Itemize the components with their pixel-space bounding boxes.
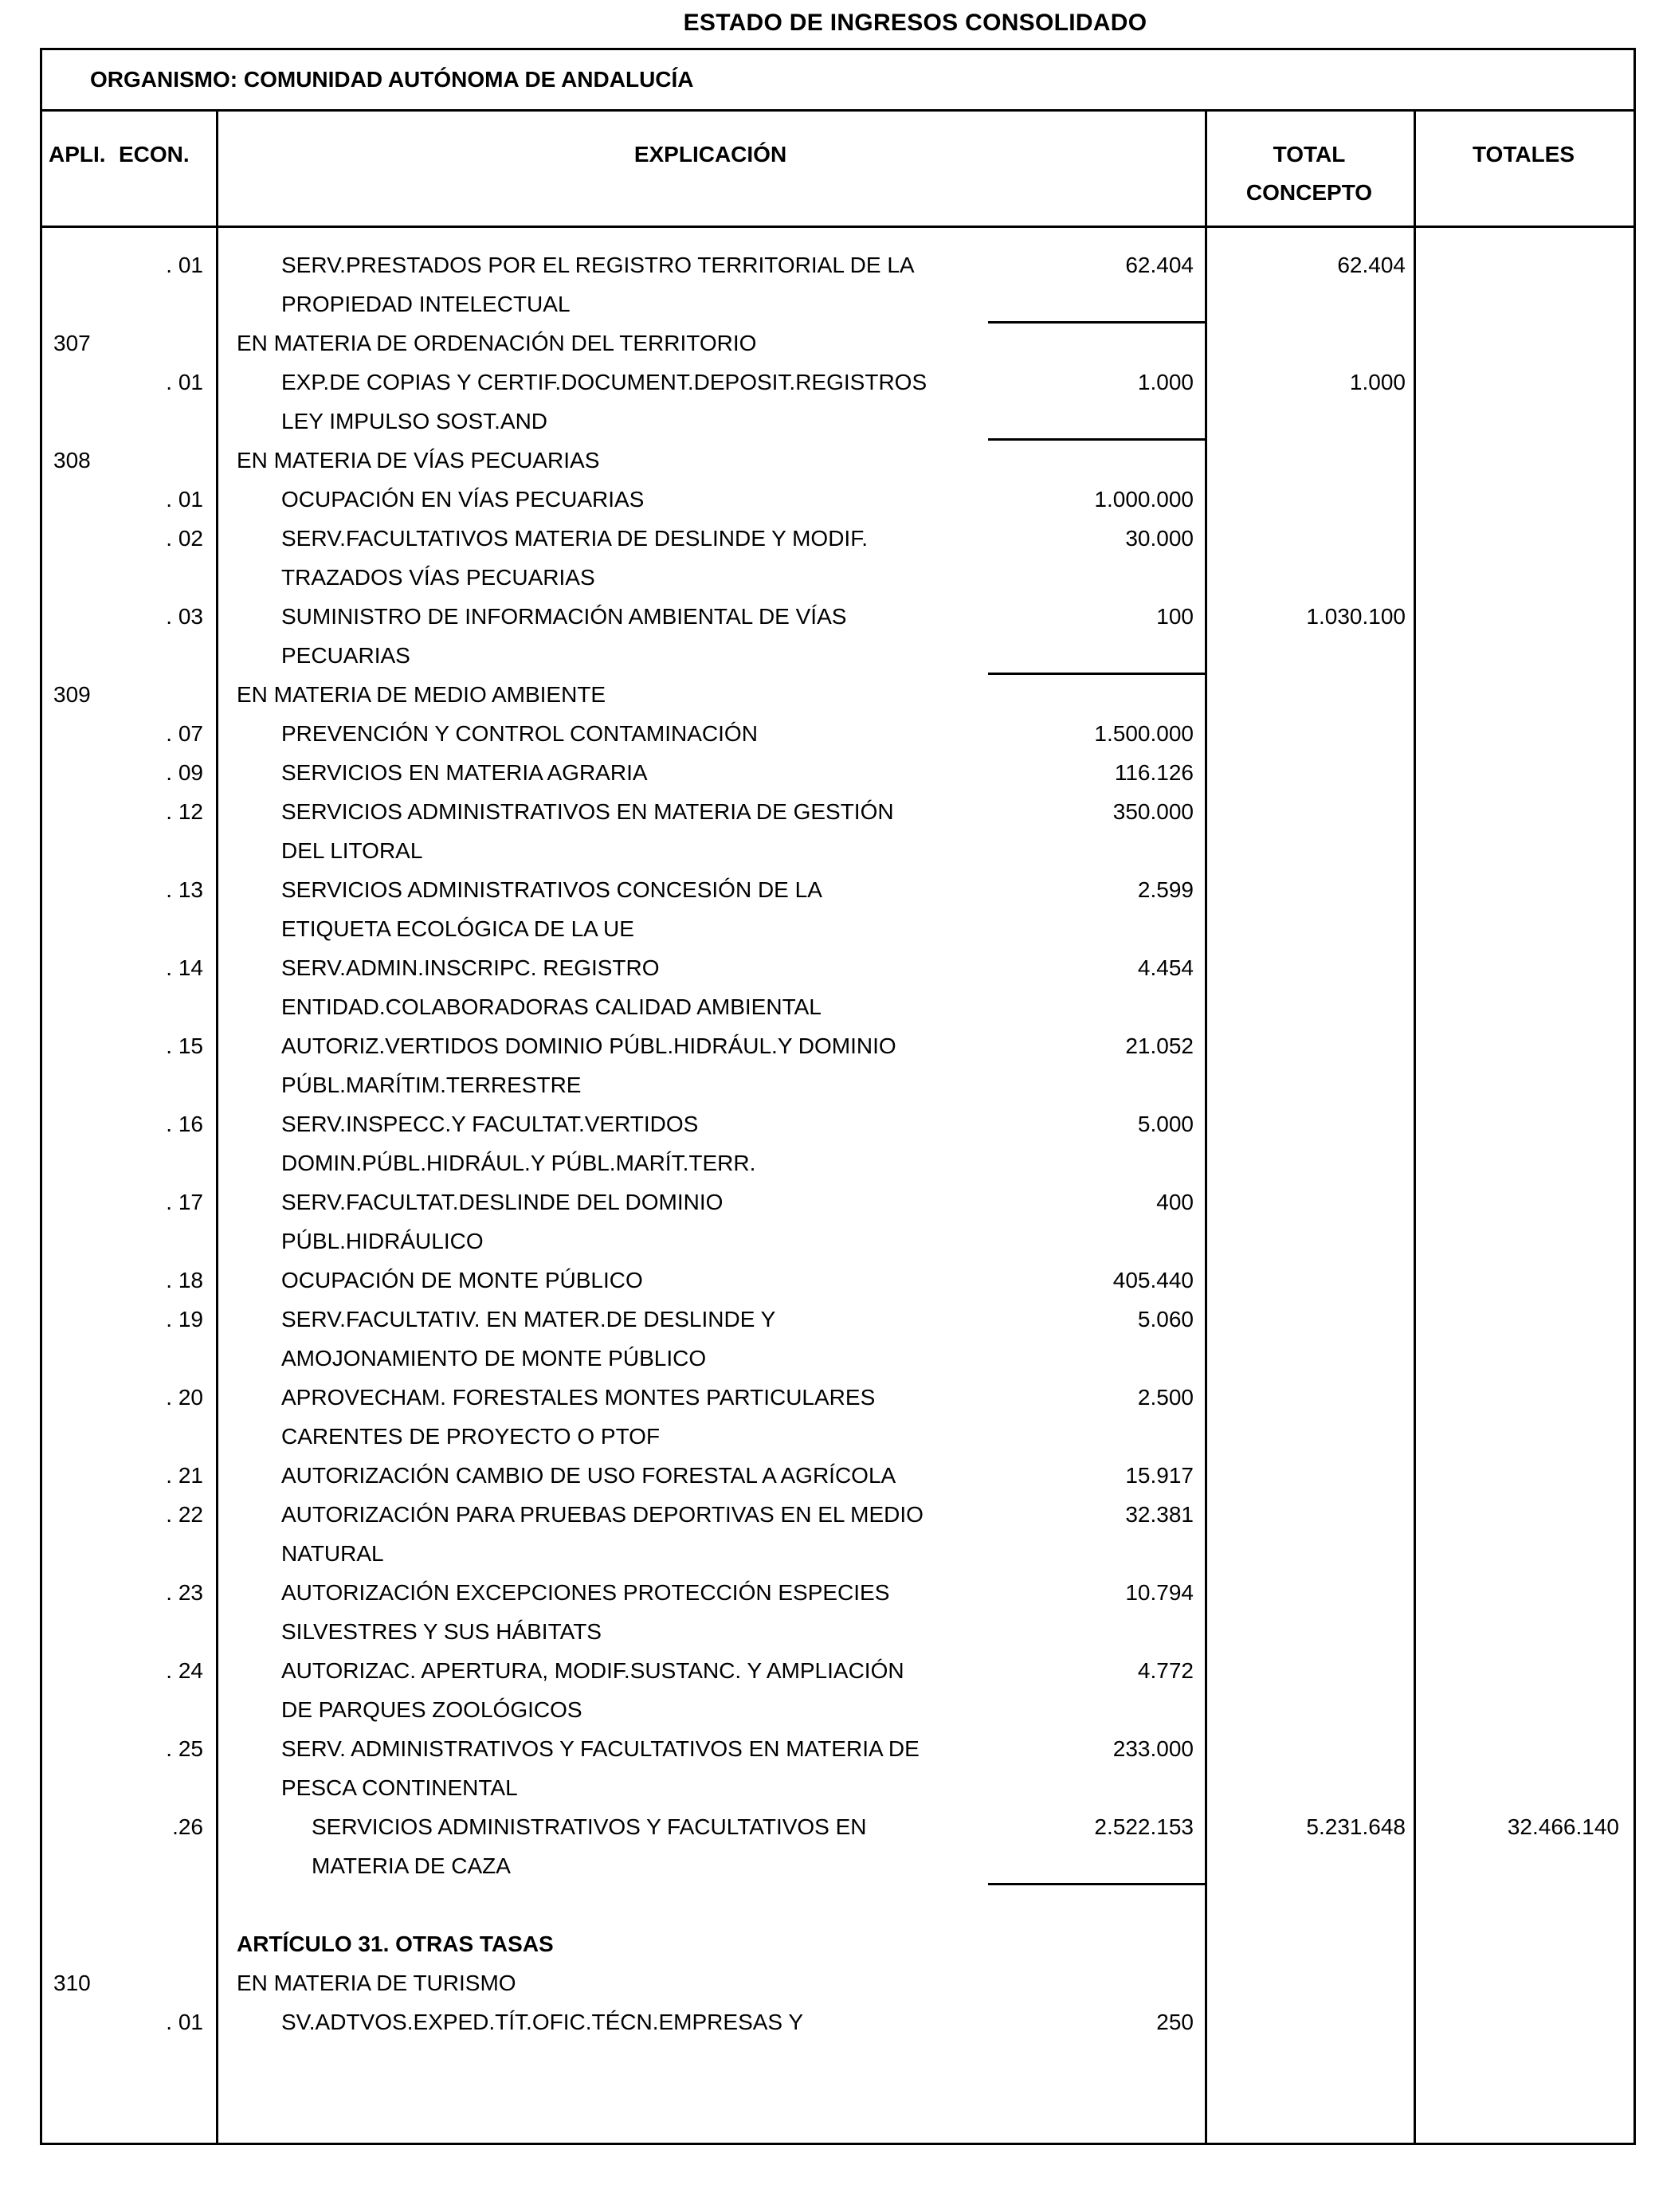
code-cell	[42, 1729, 216, 1768]
explanation-line: SERV.ADMIN.INSCRIPC. REGISTRO	[281, 955, 660, 980]
amount-value: 350.000	[1112, 799, 1194, 824]
table-row	[42, 1300, 1633, 1378]
explanation-line: PÚBL.MARÍTIM.TERRESTRE	[281, 1073, 582, 1097]
explanation-line: LEY IMPULSO SOST.AND	[281, 409, 548, 433]
amount-value: 5.000	[1137, 1112, 1194, 1136]
table-row	[42, 480, 1633, 519]
table-row	[42, 441, 1633, 480]
explanation-text	[216, 792, 1205, 870]
code-cell	[42, 1651, 216, 1690]
totales-value: 32.466.140	[1507, 1814, 1619, 1839]
code-cell	[42, 870, 216, 909]
code-cell	[42, 519, 216, 558]
econ-code: . 01	[166, 487, 203, 512]
explanation-line: AUTORIZACIÓN EXCEPCIONES PROTECCIÓN ESPECIES	[281, 1580, 890, 1605]
econ-code: . 03	[166, 604, 203, 629]
table-row	[42, 675, 1633, 714]
econ-code: . 22	[166, 1502, 203, 1527]
explanation-line: EN MATERIA DE MEDIO AMBIENTE	[237, 682, 606, 707]
total-concepto-value: 1.030.100	[1306, 604, 1406, 629]
table-row	[42, 363, 1633, 441]
explanation-cell	[216, 1182, 1205, 1261]
explanation-line: MATERIA DE CAZA	[312, 1853, 511, 1878]
explanation-cell	[216, 324, 1205, 363]
explanation-line: CARENTES DE PROYECTO O PTOF	[281, 1424, 661, 1449]
apli-code: 309	[53, 682, 91, 707]
explanation-cell	[216, 792, 1205, 870]
code-cell	[42, 675, 216, 714]
explanation-cell	[216, 1378, 1205, 1456]
explanation-text	[216, 1261, 1205, 1300]
total-concepto-value: 1.000	[1349, 370, 1406, 394]
econ-code: . 18	[166, 1268, 203, 1292]
explanation-line: PREVENCIÓN Y CONTROL CONTAMINACIÓN	[281, 721, 758, 746]
explanation-text	[216, 1963, 1205, 2002]
explanation-text	[216, 324, 1205, 363]
explanation-line: NATURAL	[281, 1541, 384, 1566]
column-header-apli: APLI.	[49, 142, 106, 167]
econ-code: . 24	[166, 1658, 203, 1683]
amount-value: 5.060	[1137, 1307, 1194, 1332]
apli-code: 307	[53, 331, 91, 355]
explanation-cell	[216, 1261, 1205, 1300]
explanation-line: PECUARIAS	[281, 643, 410, 668]
amount-value: 2.599	[1137, 877, 1194, 902]
table-row	[42, 1104, 1633, 1182]
code-cell	[42, 1807, 216, 1846]
amount-value: 116.126	[1114, 760, 1194, 785]
column-header-total-line1: TOTAL	[1273, 142, 1346, 167]
explanation-cell	[216, 363, 1205, 441]
explanation-text	[216, 1378, 1205, 1456]
econ-code: . 25	[166, 1736, 203, 1761]
page-title: ESTADO DE INGRESOS CONSOLIDADO	[683, 10, 1147, 36]
code-cell	[42, 714, 216, 753]
code-cell	[42, 1495, 216, 1534]
code-cell	[42, 792, 216, 831]
explanation-line: DEL LITORAL	[281, 838, 423, 863]
explanation-text	[216, 1573, 1205, 1651]
explanation-line: EN MATERIA DE TURISMO	[237, 1971, 516, 1995]
explanation-line: AMOJONAMIENTO DE MONTE PÚBLICO	[281, 1346, 707, 1371]
table-row	[42, 1182, 1633, 1261]
amount-value: 10.794	[1125, 1580, 1194, 1605]
code-cell	[42, 1378, 216, 1417]
econ-code: . 19	[166, 1307, 203, 1332]
explanation-line: AUTORIZACIÓN CAMBIO DE USO FORESTAL A AGRÍCOLA	[281, 1463, 896, 1488]
explanation-line: ETIQUETA ECOLÓGICA DE LA UE	[281, 916, 634, 941]
table-row	[42, 1573, 1633, 1651]
explanation-line: SERV.PRESTADOS POR EL REGISTRO TERRITORIAL DE LA	[281, 253, 915, 277]
explanation-line: SERVICIOS ADMINISTRATIVOS EN MATERIA DE GESTIÓN	[281, 799, 894, 824]
table-row	[42, 1651, 1633, 1729]
explanation-cell	[216, 1963, 1205, 2002]
table-row	[42, 753, 1633, 792]
explanation-line: PÚBL.HIDRÁULICO	[281, 1229, 484, 1253]
code-cell	[42, 1182, 216, 1222]
explanation-cell	[216, 1026, 1205, 1104]
column-divider-total-totales	[1414, 112, 1416, 2143]
explanation-text	[216, 1026, 1205, 1104]
explanation-line: SERV.INSPECC.Y FACULTAT.VERTIDOS	[281, 1112, 699, 1136]
explanation-text	[216, 714, 1205, 753]
econ-code: . 20	[166, 1385, 203, 1410]
econ-code: . 13	[166, 877, 203, 902]
apli-code: 308	[53, 448, 91, 473]
table-row	[42, 1729, 1633, 1807]
explanation-text	[216, 870, 1205, 948]
explanation-line: SERV.FACULTAT.DESLINDE DEL DOMINIO	[281, 1190, 724, 1214]
explanation-line: PESCA CONTINENTAL	[281, 1775, 518, 1800]
explanation-text	[216, 1651, 1205, 1729]
organismo-label: ORGANISMO: COMUNIDAD AUTÓNOMA DE ANDALUCÍA	[90, 67, 694, 92]
explanation-cell	[216, 1104, 1205, 1182]
explanation-cell	[216, 870, 1205, 948]
spacer-row	[42, 1885, 1633, 1924]
column-header-econ: ECON.	[119, 142, 190, 167]
explanation-text	[216, 245, 1205, 324]
explanation-line: DOMIN.PÚBL.HIDRÁUL.Y PÚBL.MARÍT.TERR.	[281, 1151, 756, 1175]
table-row	[42, 1924, 1633, 1963]
explanation-line: SILVESTRES Y SUS HÁBITATS	[281, 1619, 602, 1644]
table-row	[42, 2002, 1633, 2041]
explanation-cell	[216, 245, 1205, 324]
explanation-cell	[216, 1651, 1205, 1729]
code-cell	[42, 2002, 216, 2041]
explanation-text	[216, 1924, 1205, 1963]
econ-code: . 17	[166, 1190, 203, 1214]
column-header-explicacion: EXPLICACIÓN	[633, 142, 787, 167]
econ-code: . 21	[166, 1463, 203, 1488]
explanation-line: EN MATERIA DE VÍAS PECUARIAS	[237, 448, 600, 473]
explanation-line: ENTIDAD.COLABORADORAS CALIDAD AMBIENTAL	[281, 994, 822, 1019]
table-row	[42, 519, 1633, 597]
explanation-text	[216, 597, 1205, 675]
explanation-cell	[216, 1300, 1205, 1378]
explanation-text	[216, 1300, 1205, 1378]
amount-value: 4.454	[1137, 955, 1194, 980]
explanation-cell	[216, 2002, 1205, 2041]
explanation-line: APROVECHAM. FORESTALES MONTES PARTICULARES	[281, 1385, 876, 1410]
amount-value: 32.381	[1125, 1502, 1194, 1527]
explanation-text	[216, 2002, 1205, 2041]
table-row	[42, 1963, 1633, 2002]
explanation-line: SUMINISTRO DE INFORMACIÓN AMBIENTAL DE VÍAS	[281, 604, 847, 629]
column-header-total-line2: CONCEPTO	[1245, 180, 1373, 205]
code-cell	[42, 753, 216, 792]
table-row	[42, 324, 1633, 363]
code-cell	[42, 1963, 216, 2002]
amount-value: 1.000	[1137, 370, 1194, 394]
explanation-text	[216, 1456, 1205, 1495]
explanation-line: ARTÍCULO 31. OTRAS TASAS	[237, 1932, 554, 1956]
explanation-cell	[216, 519, 1205, 597]
explanation-line: AUTORIZ.VERTIDOS DOMINIO PÚBL.HIDRÁUL.Y DOMINIO	[281, 1033, 896, 1058]
explanation-line: SERVICIOS EN MATERIA AGRARIA	[281, 760, 648, 785]
code-cell	[42, 1261, 216, 1300]
table-body	[42, 228, 1633, 2143]
explanation-line: SERVICIOS ADMINISTRATIVOS CONCESIÓN DE LA	[281, 877, 822, 902]
amount-value: 1.500.000	[1094, 721, 1194, 746]
explanation-cell	[216, 1807, 1205, 1885]
table-row	[42, 792, 1633, 870]
apli-code: 310	[53, 1971, 91, 1995]
econ-code: . 01	[166, 2010, 203, 2034]
explanation-line: EXP.DE COPIAS Y CERTIF.DOCUMENT.DEPOSIT.REGISTROS	[281, 370, 928, 394]
amount-value: 2.522.153	[1094, 1814, 1194, 1839]
total-concepto-value: 62.404	[1337, 253, 1406, 277]
econ-code: . 09	[166, 760, 203, 785]
econ-code: . 16	[166, 1112, 203, 1136]
code-cell	[42, 1573, 216, 1612]
explanation-cell	[216, 675, 1205, 714]
table-row	[42, 1495, 1633, 1573]
organismo-header	[42, 50, 1633, 112]
column-divider-econ-explicacion	[216, 112, 218, 2143]
amount-value: 1.000.000	[1094, 487, 1194, 512]
explanation-line: DE PARQUES ZOOLÓGICOS	[281, 1697, 582, 1722]
explanation-text	[216, 753, 1205, 792]
explanation-text	[216, 1807, 1205, 1885]
column-header-total-concepto	[1205, 135, 1414, 212]
explanation-cell	[216, 753, 1205, 792]
code-cell	[42, 597, 216, 636]
amount-value: 405.440	[1112, 1268, 1194, 1292]
explanation-cell	[216, 1495, 1205, 1573]
explanation-cell	[216, 948, 1205, 1026]
amount-value: 250	[1156, 2010, 1194, 2034]
table-row	[42, 948, 1633, 1026]
econ-code: . 14	[166, 955, 203, 980]
amount-value: 21.052	[1125, 1033, 1194, 1058]
econ-code: . 01	[166, 253, 203, 277]
explanation-line: SERV.FACULTATIV. EN MATER.DE DESLINDE Y	[281, 1307, 776, 1332]
explanation-text	[216, 1104, 1205, 1182]
table-row	[42, 1456, 1633, 1495]
code-cell	[42, 1300, 216, 1339]
explanation-line: SERV.FACULTATIVOS MATERIA DE DESLINDE Y MODIF.	[281, 526, 868, 551]
total-concepto-value: 5.231.648	[1306, 1814, 1406, 1839]
amount-value: 400	[1156, 1190, 1194, 1214]
amount-value: 100	[1156, 604, 1194, 629]
econ-code: . 12	[166, 799, 203, 824]
code-cell	[42, 480, 216, 519]
explanation-line: OCUPACIÓN DE MONTE PÚBLICO	[281, 1268, 643, 1292]
explanation-line: AUTORIZAC. APERTURA, MODIF.SUSTANC. Y AMPLIACIÓN	[281, 1658, 904, 1683]
amount-value: 233.000	[1112, 1736, 1194, 1761]
amount-value: 15.917	[1125, 1463, 1194, 1488]
explanation-text	[216, 363, 1205, 441]
explanation-cell	[216, 1729, 1205, 1807]
explanation-line: PROPIEDAD INTELECTUAL	[281, 292, 571, 316]
econ-code: . 02	[166, 526, 203, 551]
code-cell	[42, 948, 216, 987]
explanation-text	[216, 480, 1205, 519]
code-cell	[42, 324, 216, 363]
table-row	[42, 245, 1633, 324]
column-header-row	[42, 112, 1633, 228]
explanation-cell	[216, 714, 1205, 753]
column-divider-explicacion-total	[1205, 112, 1207, 2143]
explanation-cell	[216, 1573, 1205, 1651]
code-cell	[42, 245, 216, 284]
table-row	[42, 1026, 1633, 1104]
explanation-cell	[216, 1456, 1205, 1495]
column-header-totales: TOTALES	[1472, 142, 1575, 167]
econ-code: .26	[172, 1814, 203, 1839]
econ-code: . 23	[166, 1580, 203, 1605]
explanation-text	[216, 948, 1205, 1026]
explanation-text	[216, 1495, 1205, 1573]
table-row	[42, 714, 1633, 753]
table-row	[42, 1807, 1633, 1885]
explanation-line: SERV. ADMINISTRATIVOS Y FACULTATIVOS EN MATERIA DE	[281, 1736, 920, 1761]
table-row	[42, 1378, 1633, 1456]
explanation-text	[216, 1729, 1205, 1807]
explanation-text	[216, 519, 1205, 597]
amount-value: 4.772	[1137, 1658, 1194, 1683]
explanation-cell	[216, 480, 1205, 519]
amount-value: 30.000	[1125, 526, 1194, 551]
table-row	[42, 1261, 1633, 1300]
econ-code: . 01	[166, 370, 203, 394]
code-cell	[42, 363, 216, 402]
explanation-line: OCUPACIÓN EN VÍAS PECUARIAS	[281, 487, 645, 512]
explanation-line: SERVICIOS ADMINISTRATIVOS Y FACULTATIVOS EN	[312, 1814, 867, 1839]
explanation-text	[216, 441, 1205, 480]
explanation-line: TRAZADOS VÍAS PECUARIAS	[281, 565, 595, 590]
code-cell	[42, 1456, 216, 1495]
code-cell	[42, 1104, 216, 1143]
amount-value: 2.500	[1137, 1385, 1194, 1410]
explanation-line: SV.ADTVOS.EXPED.TÍT.OFIC.TÉCN.EMPRESAS Y	[281, 2010, 804, 2034]
amount-value: 62.404	[1125, 253, 1194, 277]
explanation-line: EN MATERIA DE ORDENACIÓN DEL TERRITORIO	[237, 331, 757, 355]
explanation-text	[216, 1182, 1205, 1261]
table-row	[42, 870, 1633, 948]
econ-code: . 15	[166, 1033, 203, 1058]
explanation-cell	[216, 597, 1205, 675]
explanation-text	[216, 675, 1205, 714]
table-row	[42, 597, 1633, 675]
explanation-cell	[216, 1924, 1205, 1963]
code-cell	[42, 1026, 216, 1065]
code-cell	[42, 441, 216, 480]
budget-table	[40, 48, 1636, 2145]
explanation-line: AUTORIZACIÓN PARA PRUEBAS DEPORTIVAS EN EL MEDIO	[281, 1502, 924, 1527]
explanation-cell	[216, 441, 1205, 480]
econ-code: . 07	[166, 721, 203, 746]
